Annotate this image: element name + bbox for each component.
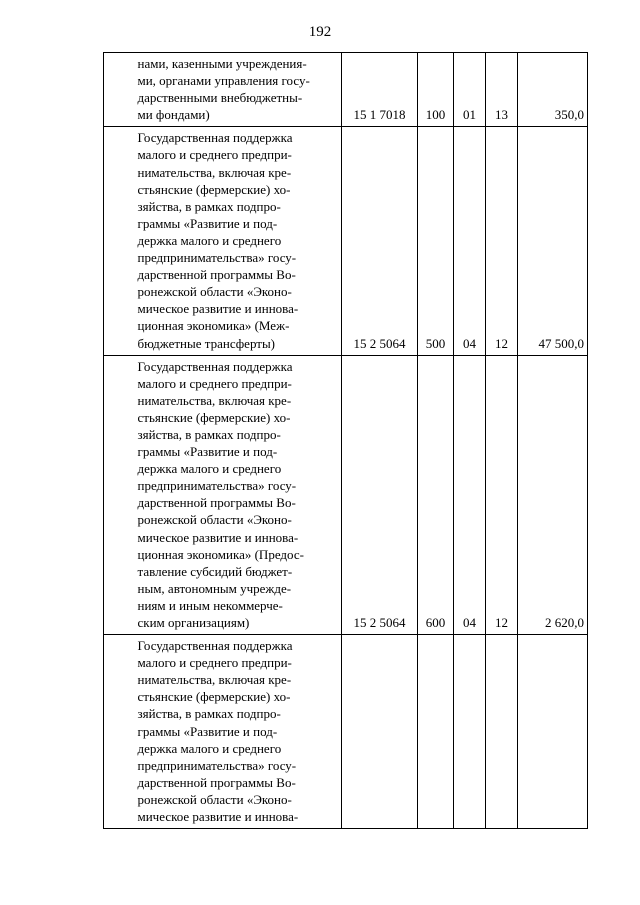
- description-line: зяйства, в рамках подпро-: [137, 198, 281, 214]
- description-line: ным, автономным учрежде-: [137, 580, 292, 596]
- table-row: [104, 635, 588, 829]
- section-code: 04: [454, 355, 486, 635]
- subsection-code: 13: [486, 53, 518, 127]
- description-line: мическое развитие и иннова-: [137, 529, 299, 545]
- expense-type-code: [418, 635, 454, 829]
- description-line: ционная экономика» (Меж-: [137, 318, 290, 334]
- description-line: дарственной программы Во-: [137, 774, 296, 790]
- subsection-code: 12: [486, 127, 518, 355]
- table-row: [104, 53, 588, 127]
- description-line: Государственная поддержка: [137, 638, 293, 654]
- target-article-code: 15 2 5064: [342, 355, 418, 635]
- description-line: предпринимательства» госу-: [137, 757, 297, 773]
- description-line: нимательства, включая кре-: [137, 672, 292, 688]
- table-row: [104, 355, 588, 635]
- description-line: Государственная поддержка: [137, 130, 293, 146]
- row-description: [134, 355, 342, 635]
- description-line: ским организациям): [137, 615, 250, 630]
- description-line: малого и среднего предпри-: [137, 375, 292, 391]
- description-line: держка малого и среднего: [137, 232, 282, 248]
- description-line: ми фондами): [137, 107, 210, 123]
- description-line: граммы «Развитие и под-: [137, 444, 278, 460]
- amount: 350,0: [518, 53, 588, 127]
- row-description: [134, 127, 342, 355]
- description-line: ронежской области «Эконо-: [137, 791, 292, 807]
- description-line: малого и среднего предпри-: [137, 147, 292, 163]
- description-line: граммы «Развитие и под-: [137, 215, 278, 231]
- expense-type-code: 600: [418, 355, 454, 635]
- description-line: предпринимательства» госу-: [137, 478, 297, 494]
- description-line: зяйства, в рамках подпро-: [137, 706, 281, 722]
- description-line: дарственной программы Во-: [137, 495, 296, 511]
- description-line: тавление субсидий бюджет-: [137, 563, 293, 579]
- description-line: держка малого и среднего: [137, 461, 282, 477]
- description-line: ми, органами управления госу-: [137, 73, 310, 89]
- expense-type-code: 100: [418, 53, 454, 127]
- budget-table: [103, 52, 588, 829]
- blank-cell: [104, 355, 134, 635]
- section-code: [454, 635, 486, 829]
- description-line: ронежской области «Эконо-: [137, 512, 292, 528]
- description-line: нимательства, включая кре-: [137, 164, 292, 180]
- row-description: [134, 53, 342, 127]
- description-line: держка малого и среднего: [137, 740, 282, 756]
- amount: 2 620,0: [518, 355, 588, 635]
- description-line: стьянские (фермерские) хо-: [137, 689, 291, 705]
- description-line: мическое развитие и иннова-: [137, 809, 299, 825]
- blank-cell: [104, 127, 134, 355]
- description-line: предпринимательства» госу-: [137, 250, 297, 266]
- description-line: малого и среднего предпри-: [137, 655, 292, 671]
- description-line: бюджетные трансферты): [137, 335, 276, 351]
- target-article-code: 15 1 7018: [342, 53, 418, 127]
- description-line: граммы «Развитие и под-: [137, 723, 278, 739]
- expense-type-code: 500: [418, 127, 454, 355]
- section-code: 01: [454, 53, 486, 127]
- description-line: дарственной программы Во-: [137, 267, 296, 283]
- page-number: 192: [308, 24, 332, 40]
- description-line: нимательства, включая кре-: [137, 392, 292, 408]
- description-line: ционная экономика» (Предос-: [137, 546, 304, 562]
- description-line: ниям и иным некоммерче-: [137, 597, 283, 613]
- subsection-code: [486, 635, 518, 829]
- table-row: [104, 127, 588, 355]
- description-line: стьянские (фермерские) хо-: [137, 409, 291, 425]
- blank-cell: [104, 635, 134, 829]
- row-description: [134, 635, 342, 829]
- description-line: ронежской области «Эконо-: [137, 284, 292, 300]
- description-line: зяйства, в рамках подпро-: [137, 426, 281, 442]
- amount: [518, 635, 588, 829]
- description-line: стьянские (фермерские) хо-: [137, 181, 291, 197]
- description-line: мическое развитие и иннова-: [137, 301, 299, 317]
- blank-cell: [104, 53, 134, 127]
- description-line: Государственная поддержка: [137, 358, 293, 374]
- amount: 47 500,0: [518, 127, 588, 355]
- target-article-code: 15 2 5064: [342, 127, 418, 355]
- target-article-code: [342, 635, 418, 829]
- subsection-code: 12: [486, 355, 518, 635]
- section-code: 04: [454, 127, 486, 355]
- description-line: дарственными внебюджетны-: [137, 90, 303, 106]
- description-line: нами, казенными учреждения-: [137, 56, 307, 71]
